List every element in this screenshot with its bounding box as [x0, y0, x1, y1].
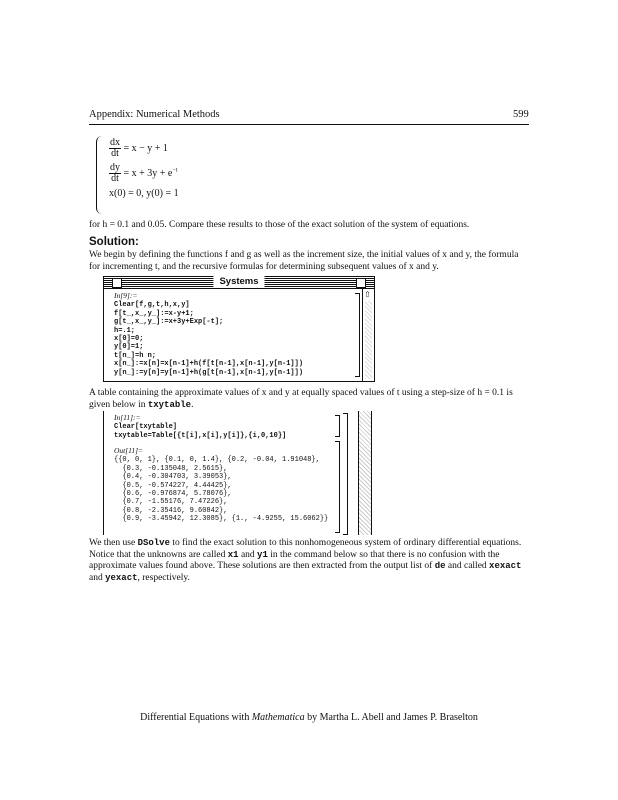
code-line: h=.1; — [114, 326, 136, 335]
group-cell-bracket[interactable] — [343, 413, 348, 535]
input-cell-11[interactable] — [114, 414, 286, 440]
page-footer — [0, 712, 618, 723]
window-title: Systems — [213, 276, 264, 287]
code-line: y[0]=1; — [114, 343, 144, 352]
eq2-numerator: dy — [110, 162, 120, 173]
vertical-scrollbar[interactable] — [358, 411, 372, 535]
output-line: {0.8, -2.35416, 9.60842}, — [114, 506, 228, 515]
footer-mathematica: Mathematica — [251, 712, 305, 723]
code-line: g[t_,x_,y_]:=x+3y+Exp[-t]; — [114, 318, 224, 327]
p4-t2: to find the exact solution to this nonhomogeneous system of ordinary differential equations. Notice that the unknowns are called — [89, 538, 522, 560]
code-line: y[n_]:=y[n]=y[n-1]+h(g[t[n-1],x[n-1],y[n-1]]) — [114, 368, 304, 377]
scroll-up-arrow-icon[interactable]: ⇧ — [364, 290, 371, 299]
paragraph-define: We begin by defining the functions f and g as well as the increment size, the initial values of x and y, the formula for incrementing t, and the recursive formulas for determining subsequent values of x and y. — [89, 250, 519, 272]
input-cell-bracket[interactable] — [335, 415, 340, 437]
yexact-code: yexact — [105, 572, 138, 583]
running-header: Appendix: Numerical Methods — [89, 109, 220, 120]
input-cell-9[interactable] — [114, 292, 303, 377]
output-line: {0.3, -0.135048, 2.5615}, — [114, 464, 228, 473]
notebook-window-systems[interactable] — [103, 276, 375, 382]
footer-c: by Martha L. Abell and James P. Braselton — [304, 712, 478, 723]
paragraph-compare: for h = 0.1 and 0.05. Compare these results to those of the exact solution of the system of equations. — [89, 220, 470, 230]
p4-t3: and — [238, 549, 258, 560]
scroll-track[interactable] — [365, 301, 372, 379]
code-line: x[n_]:=x[n]=x[n-1]+h(f[t[n-1],x[n-1],y[n-1]]) — [114, 360, 304, 369]
code-line: txytable=Table[{t[i],x[i],y[i]},{i,0,10}] — [114, 431, 287, 440]
p4-t6: and — [89, 572, 106, 583]
eq2-denominator: dt — [111, 173, 119, 184]
input-prompt: In[9]:= — [114, 291, 138, 300]
eq2-superscript: −t — [172, 167, 178, 174]
eq1-denominator: dt — [111, 148, 119, 159]
de-code: de — [434, 561, 446, 571]
para3-text-b: . — [191, 399, 194, 410]
initial-conditions: x(0) = 0, y(0) = 1 — [109, 188, 179, 199]
page-number: 599 — [513, 109, 529, 120]
txytable-code: txytable — [147, 399, 192, 410]
output-cell-bracket[interactable] — [335, 441, 340, 533]
paragraph-table — [89, 388, 529, 411]
equation-dy — [109, 163, 177, 184]
xexact-code: xexact — [489, 561, 522, 571]
p4-t1: We then use — [89, 538, 138, 548]
code-line: Clear[f,g,t,h,x,y] — [114, 301, 190, 310]
input-prompt: In[11]:= — [114, 413, 141, 422]
close-box-icon[interactable] — [112, 278, 122, 288]
window-titlebar[interactable] — [104, 277, 374, 289]
eq2-rhs: = x + 3y + e — [123, 167, 173, 179]
output-line: {0.7, -1.55176, 7.47226}, — [114, 498, 228, 507]
eq1-numerator: dx — [110, 137, 120, 148]
system-brace — [96, 136, 105, 214]
p4-t7: , respectively. — [137, 572, 190, 583]
vertical-scrollbar[interactable] — [362, 289, 374, 381]
p4-t5: and called — [445, 561, 490, 571]
eq1-rhs: = x − y + 1 — [123, 142, 168, 154]
footer-a: Differential Equations with — [140, 712, 252, 723]
code-line: Clear[txytable] — [114, 423, 178, 432]
cell-bracket[interactable] — [355, 293, 360, 377]
equation-dx — [109, 138, 168, 159]
paragraph-dsolve — [89, 538, 529, 584]
code-line: f[t_,x_,y_]:=x-y+1; — [114, 309, 194, 318]
output-prompt: Out[11]= — [114, 446, 144, 455]
output-line: {{0, 0, 1}, {0.1, 0, 1.4}, {0.2, -0.04, 1.91048}, — [114, 456, 320, 465]
output-line: {0.9, -3.45942, 12.3085}, {1., -4.9255, 15.6062}} — [114, 515, 329, 524]
p4-t4: in the command below so that there is no confusion with the approximate values found above. These solutions are then extracted from the output list of — [89, 549, 500, 571]
notebook-window-table[interactable] — [103, 411, 360, 535]
x1-code: x1 — [227, 549, 239, 560]
output-cell-11 — [114, 447, 328, 524]
code-line: x[0]=0; — [114, 335, 144, 344]
para3-text-a: A table containing the approximate values of x and y at equally spaced values of t using a step-size of h = 0.1 is given below in — [89, 388, 513, 410]
y1-code: y1 — [257, 549, 268, 560]
output-line: {0.5, -0.574227, 4.44425}, — [114, 481, 232, 490]
zoom-box-icon[interactable] — [356, 278, 366, 288]
output-line: {0.4, -0.304703, 3.39053}, — [114, 473, 232, 482]
header-rule — [89, 124, 529, 125]
output-line: {0.6, -0.976874, 5.78076}, — [114, 490, 232, 499]
solution-heading: Solution: — [89, 236, 139, 248]
code-line: t[n_]=h n; — [114, 351, 157, 360]
dsolve-code: DSolve — [137, 538, 170, 548]
